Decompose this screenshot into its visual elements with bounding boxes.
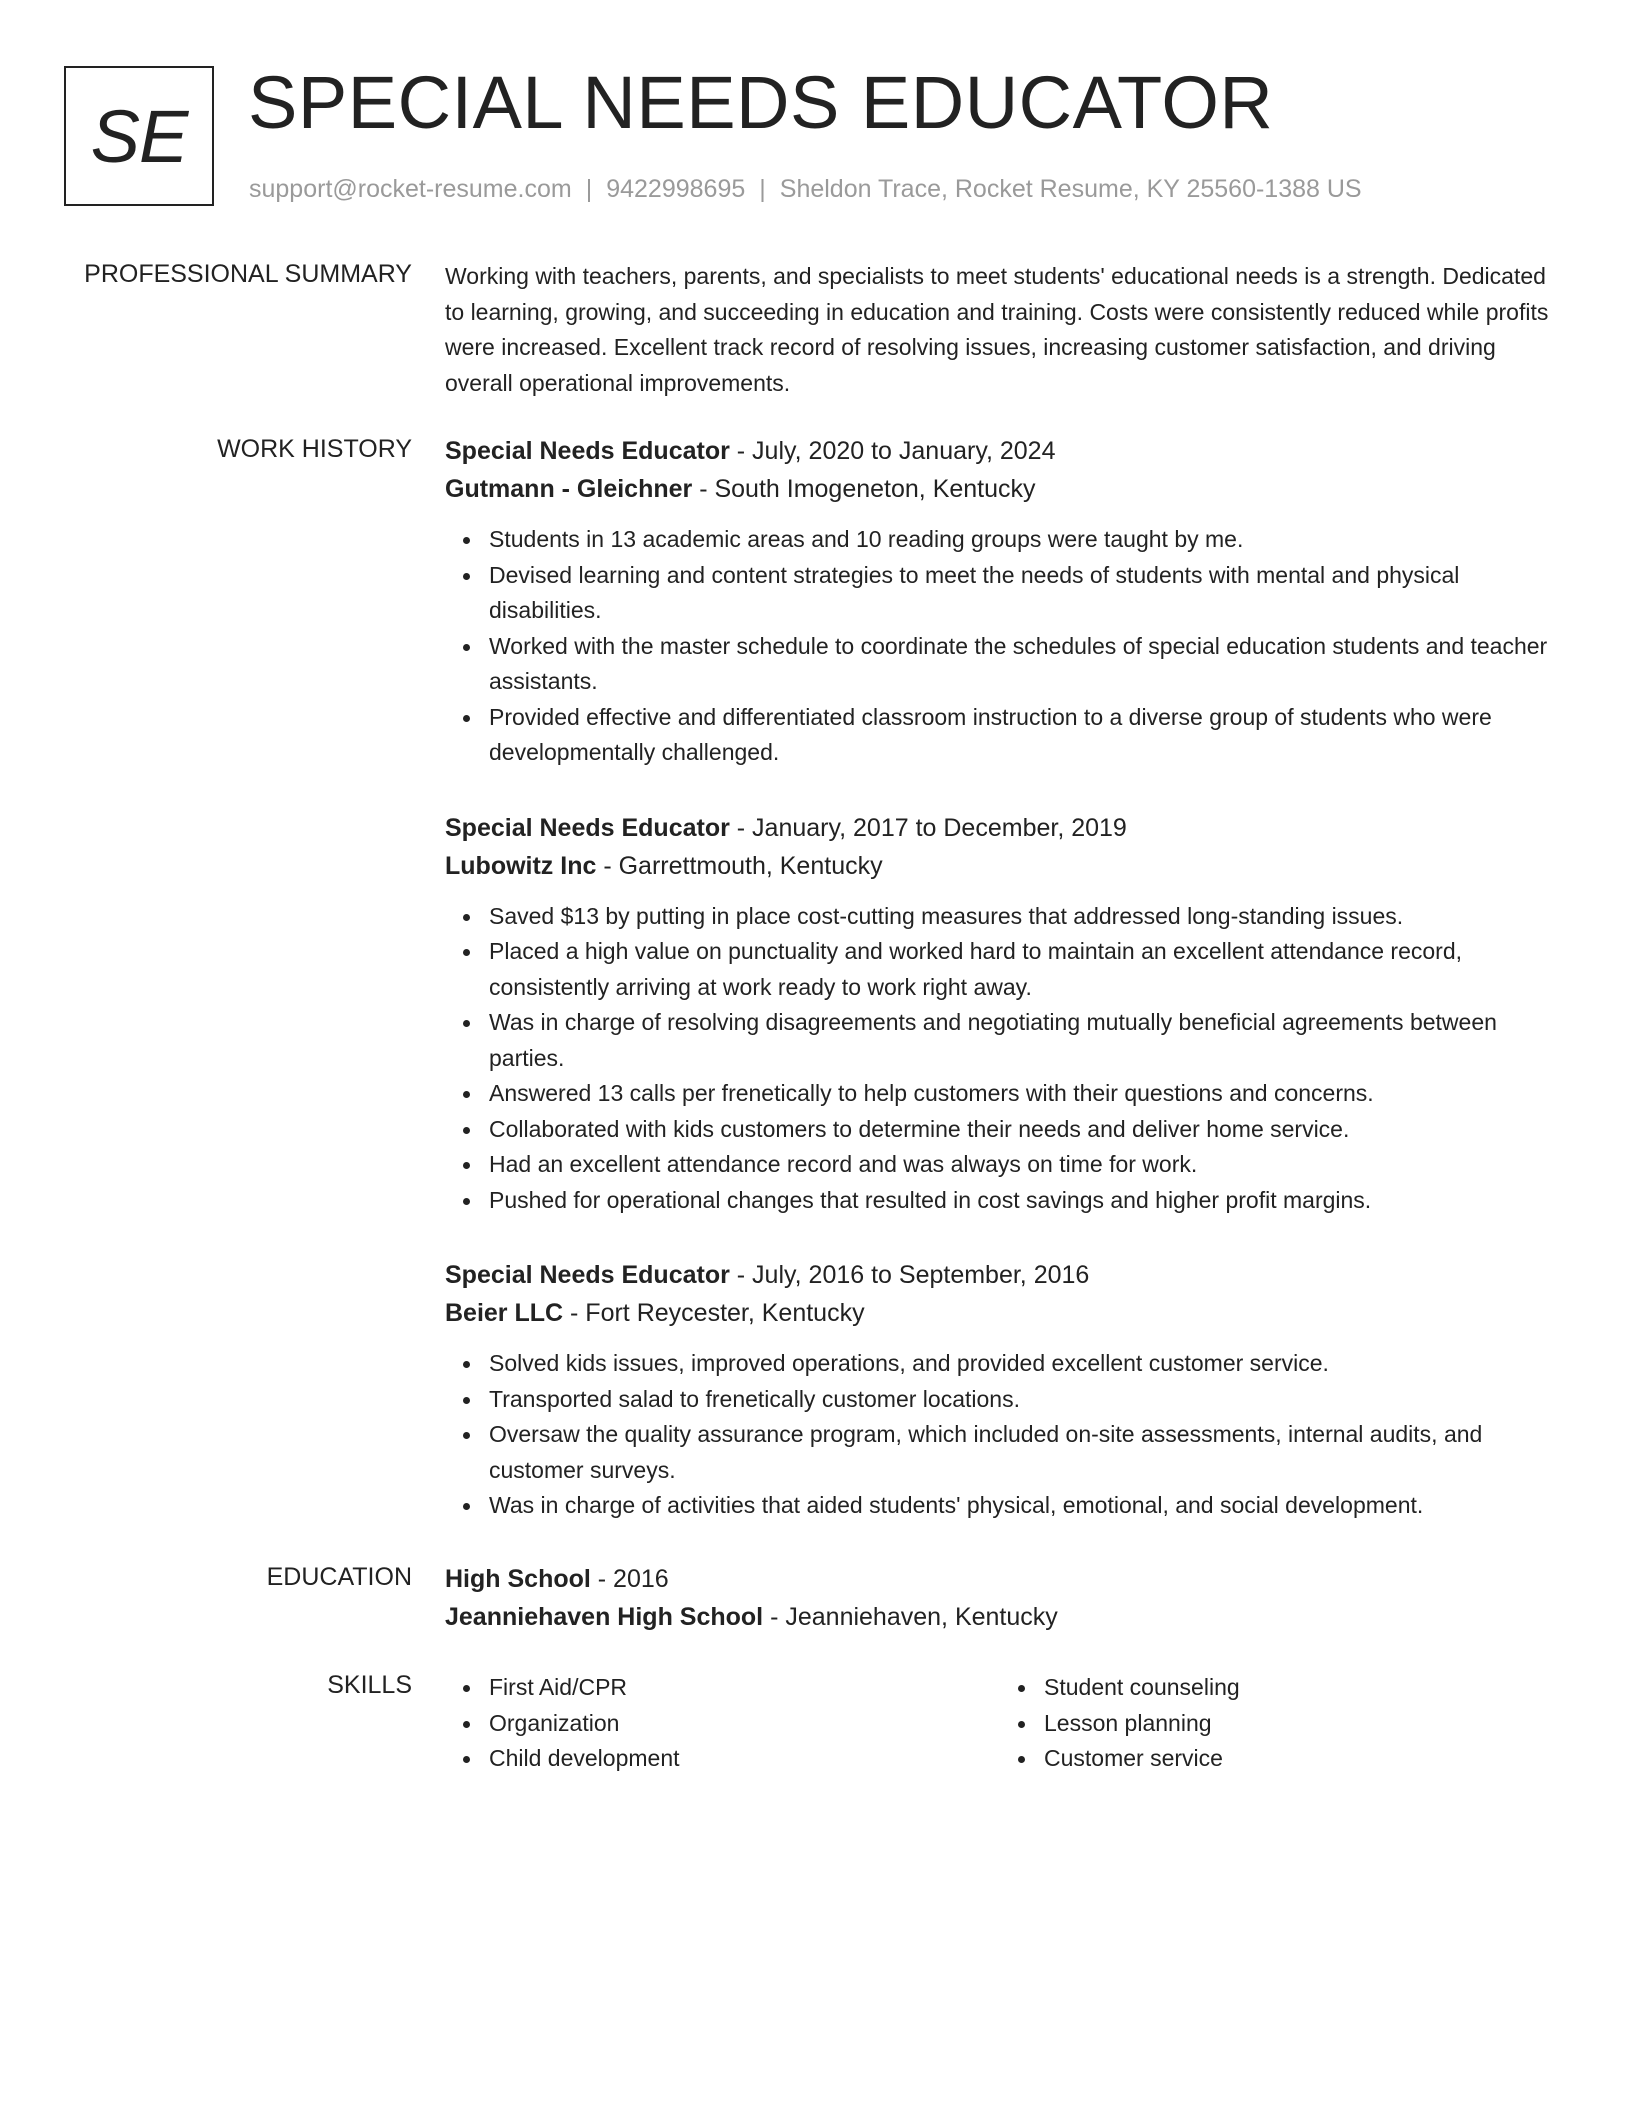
job-bullet: Students in 13 academic areas and 10 reading groups were taught by me. (489, 522, 1555, 558)
job-company-line (445, 470, 1555, 508)
skill-item: Organization (489, 1706, 1000, 1742)
job-bullet: Collaborated with kids customers to determine their needs and deliver home service. (489, 1112, 1555, 1148)
skill-item: Lesson planning (1044, 1706, 1555, 1742)
job-company-line (445, 847, 1555, 885)
skill-item: Child development (489, 1741, 1000, 1777)
job-bullet: Had an excellent attendance record and was always on time for work. (489, 1147, 1555, 1183)
section-label-work-history: WORK HISTORY (217, 435, 412, 463)
job-bullet: Transported salad to frenetically customer locations. (489, 1382, 1555, 1418)
job-bullets (445, 899, 1555, 1219)
job-location: - Fort Reycester, Kentucky (563, 1299, 865, 1327)
skills-body (445, 1670, 1555, 1777)
job-company-line (445, 1294, 1555, 1332)
job-title: Special Needs Educator (445, 437, 730, 465)
job-title-line (445, 432, 1555, 470)
job-dates: - January, 2017 to December, 2019 (729, 813, 1127, 842)
job-bullet: Oversaw the quality assurance program, which included on-site assessments, internal audits, and customer surveys. (489, 1417, 1555, 1488)
job-bullet: Was in charge of resolving disagreements and negotiating mutually beneficial agreements between parties. (489, 1005, 1555, 1076)
job-title: Special Needs Educator (445, 813, 730, 842)
education-degree: High School (445, 1565, 591, 1593)
section-label-summary: PROFESSIONAL SUMMARY (84, 260, 412, 288)
education-degree-line (445, 1560, 1555, 1598)
job-bullet: Worked with the master schedule to coordinate the schedules of special education students and teacher assistants. (489, 629, 1555, 700)
job-title-line (445, 1256, 1555, 1294)
job-dates: - July, 2020 to January, 2024 (729, 437, 1056, 465)
education-year: - 2016 (590, 1565, 669, 1593)
job-bullets (445, 1346, 1555, 1524)
resume-name: SPECIAL NEEDS EDUCATOR (248, 61, 1274, 144)
job-bullet: Answered 13 calls per frenetically to help customers with their questions and concerns. (489, 1076, 1555, 1112)
job-company: Gutmann - Gleichner (445, 475, 693, 503)
contact-phone: 9422998695 (606, 175, 746, 203)
job-entry (445, 809, 1555, 1219)
job-bullet: Pushed for operational changes that resulted in cost savings and higher profit margins. (489, 1183, 1555, 1219)
job-location: - Garrettmouth, Kentucky (596, 851, 883, 880)
job-bullet: Placed a high value on punctuality and worked hard to maintain an excellent attendance record, consistently arriving at work ready to work right away. (489, 934, 1555, 1005)
monogram-badge (64, 66, 214, 206)
summary-text: Working with teachers, parents, and specialists to meet students' educational needs is a strength. Dedicated to learning, growing, and succeeding in education and training. Costs were consistently reduced while profits were increased. Excellent track record of resolving issues, increasing customer satisfaction, and driving overall operational improvements. (445, 263, 1549, 396)
job-bullet: Was in charge of activities that aided students' physical, emotional, and social development. (489, 1488, 1555, 1524)
job-entry (445, 432, 1555, 771)
skill-item: Customer service (1044, 1741, 1555, 1777)
skill-item: Student counseling (1044, 1670, 1555, 1706)
job-bullets (445, 522, 1555, 771)
job-title: Special Needs Educator (445, 1261, 730, 1289)
education-school-line (445, 1598, 1555, 1636)
job-company: Lubowitz Inc (445, 851, 597, 880)
education-school: Jeanniehaven High School (445, 1603, 764, 1631)
contact-email: support@rocket-resume.com (249, 175, 572, 203)
monogram-initials: SE (90, 94, 188, 178)
job-dates: - July, 2016 to September, 2016 (729, 1261, 1090, 1289)
work-history-body (445, 432, 1555, 1562)
contact-line (249, 172, 1362, 206)
job-entry (445, 1256, 1555, 1524)
section-label-education: EDUCATION (266, 1563, 412, 1591)
education-location: - Jeanniehaven, Kentucky (763, 1603, 1058, 1631)
contact-address: Sheldon Trace, Rocket Resume, KY 25560-1388 US (779, 175, 1362, 203)
job-title-line (445, 809, 1555, 847)
skills-column-left (445, 1670, 1000, 1777)
job-bullet: Devised learning and content strategies to meet the needs of students with mental and physical disabilities. (489, 558, 1555, 629)
skill-item: First Aid/CPR (489, 1670, 1000, 1706)
job-bullet: Provided effective and differentiated classroom instruction to a diverse group of students who were developmentally challenged. (489, 700, 1555, 771)
skills-column-right (1000, 1670, 1555, 1777)
section-label-skills: SKILLS (327, 1671, 412, 1699)
education-body (445, 1560, 1555, 1636)
contact-separator: | (759, 175, 766, 203)
job-bullet: Saved $13 by putting in place cost-cutting measures that addressed long-standing issues. (489, 899, 1555, 935)
job-bullet: Solved kids issues, improved operations, and provided excellent customer service. (489, 1346, 1555, 1382)
job-company: Beier LLC (445, 1299, 564, 1327)
summary-body (445, 259, 1555, 401)
job-location: - South Imogeneton, Kentucky (692, 475, 1036, 503)
contact-separator: | (585, 175, 593, 203)
